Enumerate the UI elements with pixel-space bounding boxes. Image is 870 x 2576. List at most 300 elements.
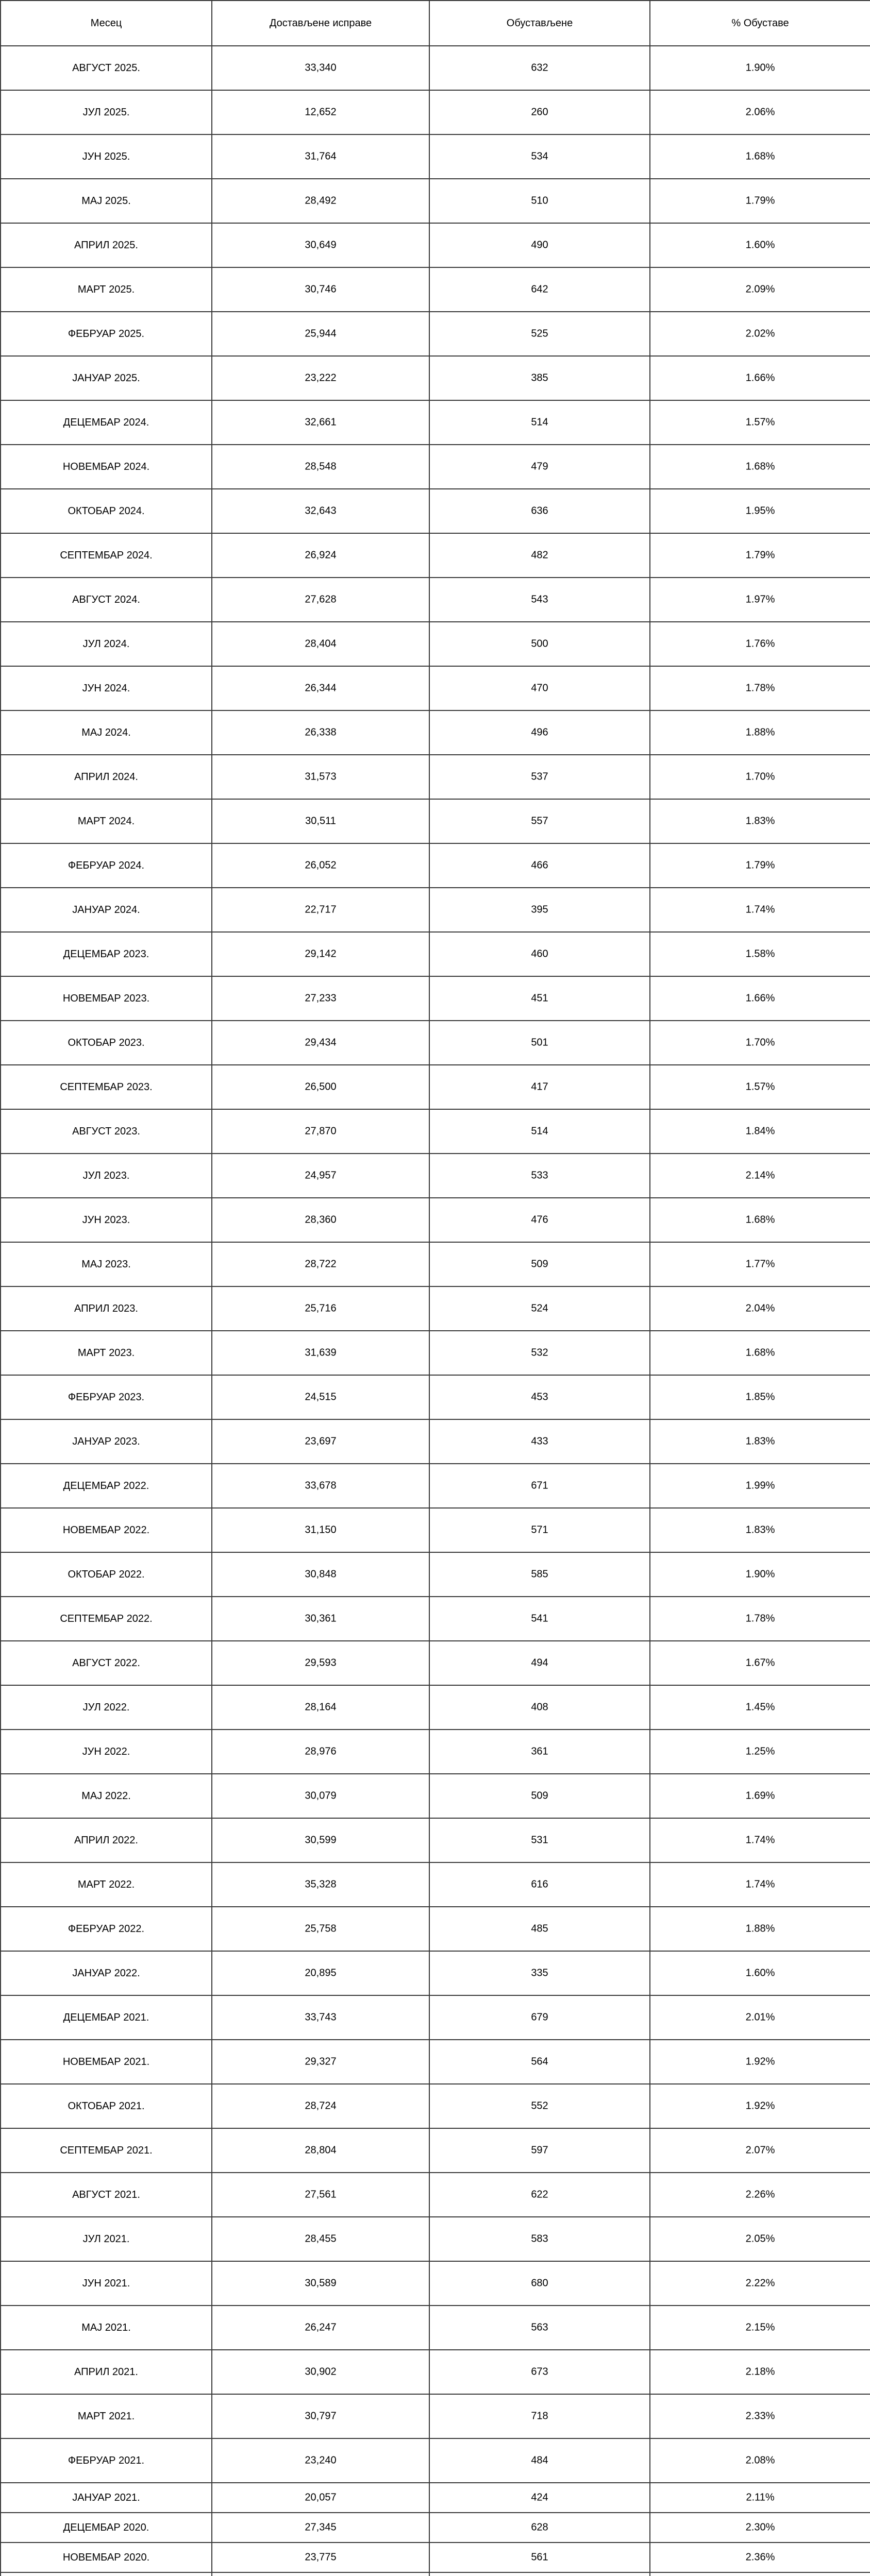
table-row	[1, 2306, 870, 2350]
delivered-cell	[212, 1154, 429, 1198]
suspended-cell	[429, 400, 650, 445]
table-row	[1, 1242, 870, 1286]
table-row	[1, 1951, 870, 1995]
suspended-cell	[429, 1198, 650, 1242]
pct-cell	[650, 578, 870, 622]
month-cell: АВГУСТ 2023.	[1, 1109, 212, 1154]
month-cell: ФЕБРУАР 2024.	[1, 843, 212, 888]
suspended-cell	[429, 1021, 650, 1065]
table-row	[1, 2173, 870, 2217]
delivered-cell	[212, 267, 429, 312]
pct-value: 1.57%	[745, 416, 775, 428]
delivered-value: 30,848	[305, 1568, 337, 1580]
suspended-cell	[429, 1242, 650, 1286]
suspended-cell	[429, 976, 650, 1021]
table-row	[1, 888, 870, 932]
delivered-cell	[212, 533, 429, 578]
suspended-cell	[429, 1685, 650, 1730]
pct-cell	[650, 1331, 870, 1375]
pct-value: 2.33%	[745, 2410, 775, 2422]
suspended-cell	[429, 1862, 650, 1907]
month-cell: ЈУН 2023.	[1, 1198, 212, 1242]
delivered-cell	[212, 1464, 429, 1508]
pct-value: 1.70%	[745, 771, 775, 783]
table-row	[1, 90, 870, 134]
delivered-value: 23,697	[305, 1435, 337, 1447]
pct-value: 1.92%	[745, 2100, 775, 2112]
delivered-value: 30,361	[305, 1613, 337, 1624]
delivered-value: 26,500	[305, 1081, 337, 1093]
pct-cell	[650, 2350, 870, 2394]
pct-value: 2.14%	[745, 1170, 775, 1181]
suspended-cell	[429, 1286, 650, 1331]
pct-value: 1.68%	[745, 150, 775, 162]
suspended-cell	[429, 1641, 650, 1685]
delivered-cell	[212, 2261, 429, 2306]
pct-cell	[650, 2572, 870, 2576]
pct-cell	[650, 1641, 870, 1685]
suspended-cell	[429, 932, 650, 976]
table-row	[1, 932, 870, 976]
pct-cell	[650, 932, 870, 976]
delivered-value: 22,717	[305, 904, 337, 916]
pct-value: 1.74%	[745, 1834, 775, 1846]
suspended-value: 509	[531, 1258, 548, 1270]
delivered-cell	[212, 312, 429, 356]
pct-value: 1.58%	[745, 948, 775, 960]
table-row	[1, 2128, 870, 2173]
delivered-value: 29,327	[305, 2056, 337, 2067]
suspended-cell	[429, 1109, 650, 1154]
pct-cell	[650, 1730, 870, 1774]
suspended-value: 583	[531, 2233, 548, 2245]
month-cell: ЈУН 2021.	[1, 2261, 212, 2306]
table-row	[1, 799, 870, 843]
month-cell: МАЈ 2022.	[1, 1774, 212, 1818]
delivered-cell	[212, 622, 429, 666]
pct-value: 2.30%	[745, 2521, 775, 2533]
month-cell: ДЕЦЕМБАР 2020.	[1, 2513, 212, 2543]
suspended-value: 680	[531, 2277, 548, 2289]
table-row	[1, 1375, 870, 1419]
suspended-value: 563	[531, 2321, 548, 2333]
delivered-value: 28,360	[305, 1214, 337, 1226]
pct-cell	[650, 356, 870, 400]
pct-cell	[650, 2306, 870, 2350]
delivered-cell	[212, 2040, 429, 2084]
suspended-cell	[429, 356, 650, 400]
month-cell: МАРТ 2025.	[1, 267, 212, 312]
suspended-value: 260	[531, 106, 548, 118]
delivered-value: 30,902	[305, 2366, 337, 2378]
table-row	[1, 1862, 870, 1907]
delivered-value: 23,775	[305, 2551, 337, 2563]
delivered-cell	[212, 1818, 429, 1862]
suspended-value: 537	[531, 771, 548, 783]
delivered-value: 12,652	[305, 106, 337, 118]
delivered-value: 27,233	[305, 992, 337, 1004]
pct-value: 2.09%	[745, 283, 775, 295]
table-row	[1, 1065, 870, 1109]
pct-value: 1.68%	[745, 461, 775, 472]
delivered-value: 32,643	[305, 505, 337, 517]
pct-value: 1.68%	[745, 1214, 775, 1226]
delivered-value: 32,661	[305, 416, 337, 428]
delivered-value: 28,164	[305, 1701, 337, 1713]
pct-value: 2.06%	[745, 106, 775, 118]
pct-value: 2.02%	[745, 328, 775, 340]
delivered-cell	[212, 843, 429, 888]
delivered-value: 24,515	[305, 1391, 337, 1403]
table-row	[1, 1021, 870, 1065]
pct-value: 1.66%	[745, 372, 775, 384]
pct-cell	[650, 2513, 870, 2543]
month-cell: ЈУЛ 2024.	[1, 622, 212, 666]
pct-value: 1.79%	[745, 549, 775, 561]
month-cell: ОКТОБАР 2021.	[1, 2084, 212, 2128]
suspended-cell	[429, 1154, 650, 1198]
table-row	[1, 1331, 870, 1375]
suspended-cell	[429, 1907, 650, 1951]
month-cell: ОКТОБАР 2024.	[1, 489, 212, 533]
delivered-cell	[212, 888, 429, 932]
month-cell: ДЕЦЕМБАР 2022.	[1, 1464, 212, 1508]
suspended-value: 433	[531, 1435, 548, 1447]
delivered-value: 28,492	[305, 195, 337, 207]
delivered-cell	[212, 2306, 429, 2350]
month-cell: МАРТ 2021.	[1, 2394, 212, 2438]
pct-cell	[650, 888, 870, 932]
suspended-cell	[429, 799, 650, 843]
suspended-cell	[429, 843, 650, 888]
delivered-cell	[212, 1065, 429, 1109]
header-month: Месец	[1, 1, 212, 46]
pct-value: 1.25%	[745, 1745, 775, 1757]
pct-value: 1.90%	[745, 62, 775, 74]
suspended-cell	[429, 1995, 650, 2040]
pct-cell	[650, 400, 870, 445]
pct-value: 1.78%	[745, 1613, 775, 1624]
delivered-value: 30,589	[305, 2277, 337, 2289]
pct-value: 1.60%	[745, 239, 775, 251]
pct-cell	[650, 533, 870, 578]
pct-value: 1.74%	[745, 1878, 775, 1890]
table-row	[1, 578, 870, 622]
pct-value: 2.05%	[745, 2233, 775, 2245]
pct-cell	[650, 710, 870, 755]
pct-cell	[650, 2084, 870, 2128]
delivered-cell	[212, 1109, 429, 1154]
delivered-value: 28,455	[305, 2233, 337, 2245]
table-row	[1, 1774, 870, 1818]
month-cell: ДЕЦЕМБАР 2021.	[1, 1995, 212, 2040]
delivered-cell	[212, 1419, 429, 1464]
suspended-value: 479	[531, 461, 548, 472]
delivered-cell	[212, 932, 429, 976]
month-cell: ФЕБРУАР 2023.	[1, 1375, 212, 1419]
delivered-cell	[212, 1242, 429, 1286]
delivered-value: 30,746	[305, 283, 337, 295]
month-cell: ЈАНУАР 2024.	[1, 888, 212, 932]
suspended-value: 476	[531, 1214, 548, 1226]
table-row	[1, 1552, 870, 1597]
delivered-value: 27,628	[305, 594, 337, 605]
month-cell: ЈАНУАР 2022.	[1, 1951, 212, 1995]
pct-cell	[650, 445, 870, 489]
pct-value: 1.95%	[745, 505, 775, 517]
delivered-value: 27,870	[305, 1125, 337, 1137]
month-cell: ОКТОБАР 2022.	[1, 1552, 212, 1597]
suspended-cell	[429, 445, 650, 489]
pct-cell	[650, 2543, 870, 2572]
month-cell: ЈАНУАР 2021.	[1, 2483, 212, 2513]
pct-cell	[650, 1552, 870, 1597]
pct-value: 2.08%	[745, 2454, 775, 2466]
suspended-cell	[429, 1065, 650, 1109]
suspended-value: 557	[531, 815, 548, 827]
delivered-value: 27,561	[305, 2189, 337, 2200]
delivered-cell	[212, 2084, 429, 2128]
delivered-cell	[212, 1730, 429, 1774]
table-row	[1, 1419, 870, 1464]
delivered-cell	[212, 1951, 429, 1995]
month-cell: ЈУН 2024.	[1, 666, 212, 710]
suspended-cell	[429, 1552, 650, 1597]
pct-value: 1.92%	[745, 2056, 775, 2067]
table-row	[1, 1464, 870, 1508]
table-row	[1, 134, 870, 179]
suspended-value: 541	[531, 1613, 548, 1624]
table-row	[1, 666, 870, 710]
suspended-value: 361	[531, 1745, 548, 1757]
month-cell: НОВЕМБАР 2022.	[1, 1508, 212, 1552]
delivered-cell	[212, 2513, 429, 2543]
suspended-cell	[429, 2394, 650, 2438]
delivered-value: 28,548	[305, 461, 337, 472]
delivered-cell	[212, 1286, 429, 1331]
suspended-value: 466	[531, 859, 548, 871]
suspended-value: 532	[531, 1347, 548, 1359]
pct-value: 1.45%	[745, 1701, 775, 1713]
delivered-cell	[212, 2543, 429, 2572]
suspended-value: 514	[531, 1125, 548, 1137]
pct-value: 1.90%	[745, 1568, 775, 1580]
delivered-value: 29,593	[305, 1657, 337, 1669]
suspended-value: 395	[531, 904, 548, 916]
month-cell: СЕПТЕМБАР 2023.	[1, 1065, 212, 1109]
table-row	[1, 2438, 870, 2483]
pct-value: 1.70%	[745, 1037, 775, 1048]
delivered-cell	[212, 1198, 429, 1242]
table-row	[1, 1995, 870, 2040]
pct-cell	[650, 1419, 870, 1464]
delivered-value: 31,150	[305, 1524, 337, 1536]
suspended-cell	[429, 179, 650, 223]
suspended-value: 424	[531, 2492, 548, 2503]
month-cell: МАЈ 2021.	[1, 2306, 212, 2350]
table-row	[1, 2350, 870, 2394]
suspended-cell	[429, 1508, 650, 1552]
suspended-value: 636	[531, 505, 548, 517]
suspended-value: 571	[531, 1524, 548, 1536]
suspended-value: 628	[531, 2521, 548, 2533]
suspended-value: 485	[531, 1923, 548, 1935]
delivered-cell	[212, 1597, 429, 1641]
delivered-cell	[212, 578, 429, 622]
suspended-cell	[429, 2261, 650, 2306]
suspended-cell	[429, 2217, 650, 2261]
table-row	[1, 400, 870, 445]
pct-value: 1.84%	[745, 1125, 775, 1137]
month-cell: АПРИЛ 2023.	[1, 1286, 212, 1331]
pct-cell	[650, 2438, 870, 2483]
delivered-cell	[212, 710, 429, 755]
suspended-value: 585	[531, 1568, 548, 1580]
delivered-value: 30,649	[305, 239, 337, 251]
month-cell: ЈУЛ 2025.	[1, 90, 212, 134]
pct-cell	[650, 134, 870, 179]
suspended-cell	[429, 134, 650, 179]
delivered-value: 30,599	[305, 1834, 337, 1846]
pct-cell	[650, 46, 870, 90]
pct-value: 1.79%	[745, 859, 775, 871]
pct-value: 1.97%	[745, 594, 775, 605]
month-cell	[1, 2572, 212, 2576]
delivered-value: 23,222	[305, 372, 337, 384]
delivered-cell	[212, 1685, 429, 1730]
pct-value: 1.69%	[745, 1790, 775, 1802]
delivered-value: 28,724	[305, 2100, 337, 2112]
pct-value: 1.83%	[745, 1524, 775, 1536]
delivered-cell	[212, 1508, 429, 1552]
month-cell: СЕПТЕМБАР 2022.	[1, 1597, 212, 1641]
pct-cell	[650, 666, 870, 710]
month-cell: НОВЕМБАР 2020.	[1, 2543, 212, 2572]
suspended-value: 385	[531, 372, 548, 384]
month-cell: НОВЕМБАР 2024.	[1, 445, 212, 489]
suspended-cell	[429, 2306, 650, 2350]
table-row	[1, 1730, 870, 1774]
table-row	[1, 2543, 870, 2572]
table-row	[1, 1109, 870, 1154]
pct-value: 1.76%	[745, 638, 775, 650]
delivered-cell	[212, 1375, 429, 1419]
month-cell: ЈАНУАР 2023.	[1, 1419, 212, 1464]
delivered-cell	[212, 799, 429, 843]
pct-cell	[650, 1774, 870, 1818]
suspended-cell	[429, 2543, 650, 2572]
suspended-cell	[429, 533, 650, 578]
month-cell: ЈУН 2022.	[1, 1730, 212, 1774]
month-cell: ФЕБРУАР 2022.	[1, 1907, 212, 1951]
pct-cell	[650, 1995, 870, 2040]
delivered-value: 26,338	[305, 726, 337, 738]
suspended-value: 679	[531, 2011, 548, 2023]
pct-value: 1.68%	[745, 1347, 775, 1359]
delivered-value: 26,924	[305, 549, 337, 561]
table-row	[1, 267, 870, 312]
table-row	[1, 46, 870, 90]
table-row	[1, 2084, 870, 2128]
delivered-value: 29,434	[305, 1037, 337, 1048]
month-cell: АПРИЛ 2024.	[1, 755, 212, 799]
suspended-value: 453	[531, 1391, 548, 1403]
suspended-value: 525	[531, 328, 548, 340]
delivered-value: 26,052	[305, 859, 337, 871]
delivered-cell	[212, 134, 429, 179]
suspended-cell	[429, 622, 650, 666]
month-cell: ЈАНУАР 2025.	[1, 356, 212, 400]
suspended-cell	[429, 2483, 650, 2513]
pct-value: 2.07%	[745, 2144, 775, 2156]
pct-cell	[650, 1907, 870, 1951]
pct-cell	[650, 489, 870, 533]
delivered-cell	[212, 489, 429, 533]
pct-cell	[650, 976, 870, 1021]
pct-cell	[650, 1597, 870, 1641]
pct-value: 1.83%	[745, 815, 775, 827]
table-row	[1, 1641, 870, 1685]
pct-value: 1.78%	[745, 682, 775, 694]
month-cell: СЕПТЕМБАР 2021.	[1, 2128, 212, 2173]
suspended-cell	[429, 1730, 650, 1774]
suspended-value: 552	[531, 2100, 548, 2112]
pct-value: 1.67%	[745, 1657, 775, 1669]
month-cell: МАЈ 2025.	[1, 179, 212, 223]
month-cell: АВГУСТ 2025.	[1, 46, 212, 90]
delivered-value: 30,079	[305, 1790, 337, 1802]
pct-cell	[650, 2217, 870, 2261]
delivered-cell	[212, 400, 429, 445]
pct-cell	[650, 90, 870, 134]
delivered-cell	[212, 1552, 429, 1597]
pct-value: 2.15%	[745, 2321, 775, 2333]
suspended-cell	[429, 1597, 650, 1641]
pct-cell	[650, 1508, 870, 1552]
delivered-cell	[212, 2483, 429, 2513]
month-cell: МАЈ 2023.	[1, 1242, 212, 1286]
pct-cell	[650, 843, 870, 888]
header-delivered: Достављене исправе	[212, 1, 429, 46]
month-cell: АПРИЛ 2021.	[1, 2350, 212, 2394]
table-row	[1, 2513, 870, 2543]
suspended-cell	[429, 2572, 650, 2576]
month-cell: МАЈ 2024.	[1, 710, 212, 755]
table-row	[1, 2483, 870, 2513]
suspended-cell	[429, 2513, 650, 2543]
month-cell: МАРТ 2023.	[1, 1331, 212, 1375]
delivered-cell	[212, 1995, 429, 2040]
table-row	[1, 2217, 870, 2261]
delivered-value: 33,678	[305, 1480, 337, 1492]
month-cell: АВГУСТ 2021.	[1, 2173, 212, 2217]
table-row	[1, 179, 870, 223]
header-suspended: Обустављене	[429, 1, 650, 46]
delivered-value: 30,797	[305, 2410, 337, 2422]
delivered-cell	[212, 976, 429, 1021]
pct-value: 1.83%	[745, 1435, 775, 1447]
suspended-value: 671	[531, 1480, 548, 1492]
table-row	[1, 755, 870, 799]
pct-cell	[650, 1021, 870, 1065]
delivered-cell	[212, 223, 429, 267]
delivered-cell	[212, 1641, 429, 1685]
suspended-cell	[429, 1818, 650, 1862]
suspended-value: 509	[531, 1790, 548, 1802]
pct-value: 1.77%	[745, 1258, 775, 1270]
suspended-value: 524	[531, 1302, 548, 1314]
pct-cell	[650, 1464, 870, 1508]
